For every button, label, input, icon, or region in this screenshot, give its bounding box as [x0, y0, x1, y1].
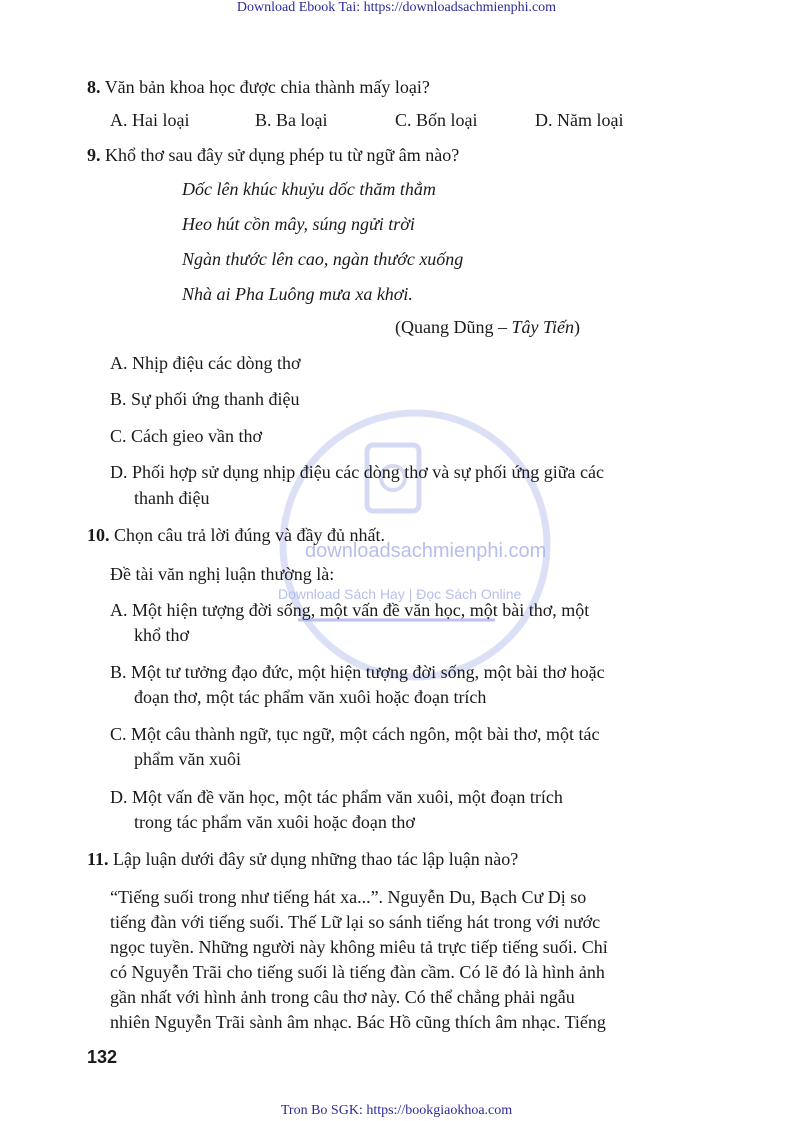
q9-option-b: B. Sự phối ứng thanh điệu — [110, 389, 300, 409]
page-number: 132 — [87, 1047, 118, 1067]
watermark-site: downloadsachmienphi.com — [305, 540, 547, 562]
footer-link[interactable]: Tron Bo SGK: https://bookgiaokhoa.com — [280, 1103, 513, 1118]
question-11 — [87, 848, 518, 870]
passage-line: ngọc tuyền. Những người này không miêu tả trực tiếp tiếng suối. Chỉ — [110, 937, 608, 957]
question-number: 10. — [87, 525, 110, 545]
q10-option-c: C. Một câu thành ngữ, tục ngữ, một cách ngôn, một bài thơ, một tác — [110, 724, 600, 744]
passage-line: nhiên Nguyễn Trãi sành âm nhạc. Bác Hồ cũng thích âm nhạc. Tiếng — [110, 1012, 606, 1032]
question-text: Văn bản khoa học được chia thành mấy loại? — [104, 77, 430, 97]
q10-option-b: B. Một tư tưởng đạo đức, một hiện tượng đời sống, một bài thơ hoặc — [110, 662, 605, 682]
q10-option-d: D. Một vấn đề văn học, một tác phẩm văn xuôi, một đoạn trích — [110, 787, 563, 807]
q10-option-a: A. Một hiện tượng đời sống, một vấn đề văn học, một bài thơ, một — [110, 600, 590, 620]
poem-line: Nhà ai Pha Luông mưa xa khơi. — [182, 284, 413, 304]
poem-line: Dốc lên khúc khuỷu dốc thăm thẳm — [182, 179, 436, 199]
q10-option-d-cont: trong tác phẩm văn xuôi hoặc đoạn thơ — [134, 812, 415, 832]
question-text: Khổ thơ sau đây sử dụng phép tu từ ngữ âm nào? — [105, 145, 460, 165]
passage-line: tiếng đàn với tiếng suối. Thế Lữ lại so sánh tiếng hát trong với nước — [110, 912, 601, 932]
q10-option-c-cont: phẩm văn xuôi — [134, 749, 241, 769]
passage-line: gần nhất với hình ảnh trong câu thơ này. Có thể chẳng phải ngẫu — [110, 987, 575, 1007]
q9-option-a: A. Nhịp điệu các dòng thơ — [110, 353, 301, 373]
passage-line: có Nguyễn Trãi cho tiếng suối là tiếng đàn cầm. Có lẽ đó là hình ảnh — [110, 962, 605, 982]
source-author: (Quang Dũng – — [395, 317, 512, 337]
q10-option-b-cont: đoạn thơ, một tác phẩm văn xuôi hoặc đoạn trích — [134, 687, 487, 707]
question-9 — [87, 144, 459, 166]
question-number: 9. — [87, 145, 101, 165]
question-10 — [87, 524, 385, 546]
header-link[interactable]: Download Ebook Tai: https://downloadsachmienphi.com — [236, 0, 557, 15]
q9-option-d: D. Phối hợp sử dụng nhịp điệu các dòng thơ và sự phối ứng giữa các — [110, 462, 604, 482]
poem-line: Ngàn thước lên cao, ngàn thước xuống — [182, 249, 464, 269]
question-text: Chọn câu trả lời đúng và đầy đủ nhất. — [114, 525, 385, 545]
source-end: ) — [574, 317, 580, 337]
question-8 — [87, 76, 430, 98]
q9-option-c: C. Cách gieo vần thơ — [110, 426, 262, 446]
passage-line: “Tiếng suối trong như tiếng hát xa...”. Nguyễn Du, Bạch Cư Dị so — [110, 887, 587, 907]
q8-choice-d: D. Năm loại — [535, 110, 624, 130]
q9-option-d-cont: thanh điệu — [134, 488, 210, 508]
q10-prompt: Đề tài văn nghị luận thường là: — [110, 564, 335, 584]
question-number: 11. — [87, 849, 109, 869]
watermark-tagline: Download Sách Hay | Đọc Sách Online — [278, 586, 522, 602]
q8-choice-a: A. Hai loại — [110, 110, 190, 130]
q10-option-a-cont: khổ thơ — [134, 625, 190, 645]
question-text: Lập luận dưới đây sử dụng những thao tác lập luận nào? — [113, 849, 519, 869]
q8-choice-b: B. Ba loại — [255, 110, 328, 130]
poem-line: Heo hút cồn mây, súng ngửi trời — [182, 214, 415, 234]
source-title: Tây Tiến — [511, 317, 574, 337]
poem-source — [395, 316, 580, 338]
q8-choice-c: C. Bốn loại — [395, 110, 478, 130]
question-number: 8. — [87, 77, 101, 97]
